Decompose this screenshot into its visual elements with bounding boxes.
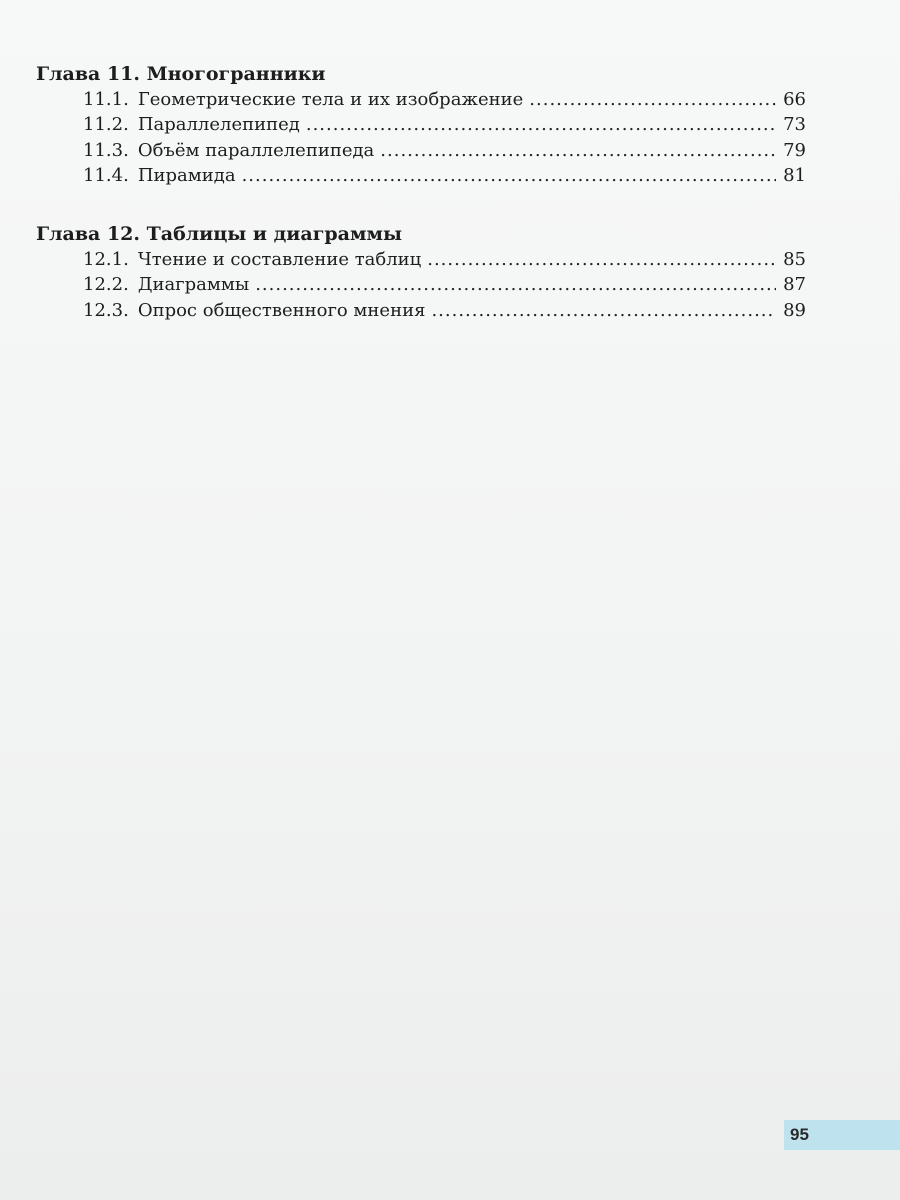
section-title: Параллелепипед bbox=[137, 114, 300, 136]
dot-leader bbox=[306, 112, 776, 137]
dot-leader bbox=[380, 138, 776, 163]
section-title: Диаграммы bbox=[137, 274, 250, 296]
section-number: 11.3. bbox=[83, 139, 129, 161]
section-page: 85 bbox=[783, 249, 806, 271]
page-number-badge bbox=[784, 1120, 900, 1150]
dot-leader bbox=[242, 163, 776, 188]
dot-leader bbox=[255, 272, 776, 297]
toc-entry bbox=[36, 163, 806, 188]
dot-leader bbox=[529, 87, 776, 112]
section-title: Опрос общественного мнения bbox=[137, 299, 426, 321]
section-page: 89 bbox=[783, 299, 806, 321]
chapter-12 bbox=[36, 222, 806, 323]
section-title: Пирамида bbox=[137, 164, 236, 186]
chapter-title: Глава 11. Многогранники bbox=[36, 63, 326, 85]
section-page: 79 bbox=[783, 139, 806, 161]
section-page: 66 bbox=[783, 89, 806, 110]
section-page: 87 bbox=[783, 274, 806, 296]
section-title: Объём параллелепипеда bbox=[137, 139, 375, 161]
toc-entry bbox=[36, 298, 806, 323]
section-number: 11.4. bbox=[83, 164, 129, 186]
chapter-11 bbox=[36, 62, 806, 188]
toc-entry bbox=[36, 87, 806, 112]
chapter-title: Глава 12. Таблицы и диаграммы bbox=[36, 223, 403, 246]
dot-leader bbox=[427, 247, 776, 272]
toc-entry bbox=[36, 272, 806, 297]
section-title: Геометрические тела и их изображение bbox=[137, 89, 524, 110]
section-number: 12.3. bbox=[83, 299, 129, 321]
section-number: 11.2. bbox=[83, 114, 129, 136]
section-title: Чтение и составление таблиц bbox=[137, 249, 422, 271]
toc-entry bbox=[36, 247, 806, 272]
section-number: 11.1. bbox=[83, 89, 129, 110]
section-page: 73 bbox=[783, 114, 806, 136]
section-number: 12.1. bbox=[83, 249, 129, 271]
toc-entry bbox=[36, 138, 806, 163]
section-number: 12.2. bbox=[83, 274, 129, 296]
toc-entry bbox=[36, 112, 806, 137]
section-page: 81 bbox=[783, 164, 806, 186]
dot-leader bbox=[431, 298, 776, 323]
page-number: 95 bbox=[790, 1125, 809, 1144]
table-of-contents bbox=[36, 62, 806, 357]
